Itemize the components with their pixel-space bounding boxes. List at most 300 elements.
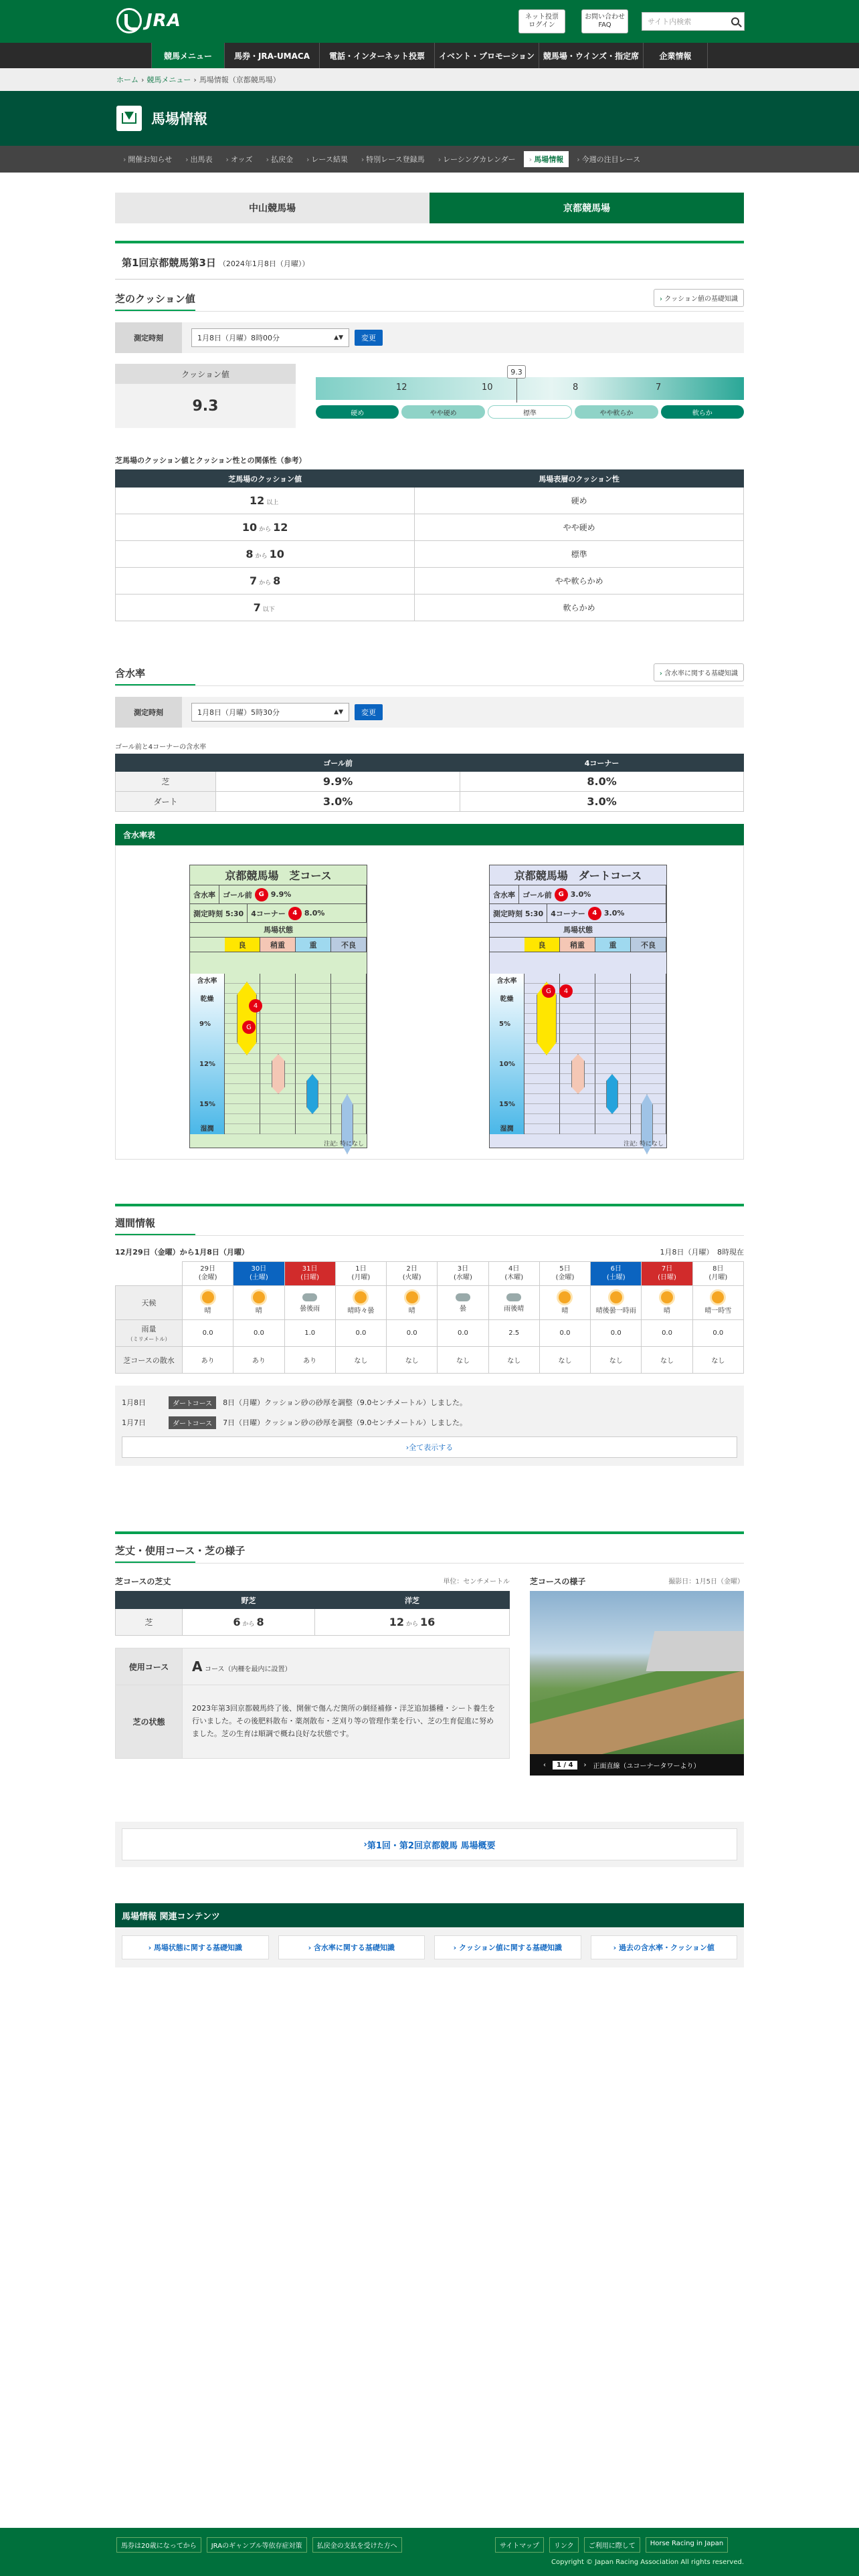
subnav-item[interactable]: › 馬場情報 [524, 151, 569, 167]
cushion-section [115, 288, 744, 621]
cushion-value-box [115, 364, 296, 428]
weather-text: 曇 [459, 1305, 466, 1313]
btn-line: ネット投票 [525, 13, 559, 21]
weather [387, 1286, 437, 1319]
range-a: 7 [249, 574, 258, 587]
gauge-col: 稍重 [260, 938, 296, 952]
subnav-item[interactable]: › 出馬表 [180, 151, 217, 167]
note-text: 8日（月曜）クッション砂の砂厚を調整（9.0センチメートル）しました。 [223, 1398, 467, 1407]
row-label: 芝 [116, 772, 216, 792]
rain-cell: 0.0 [335, 1320, 386, 1347]
footer-link[interactable]: 払戻金の支払を受けた方へ [312, 2537, 402, 2553]
day-header [233, 1262, 284, 1286]
water-cell: なし [591, 1347, 642, 1374]
weather-cell [387, 1286, 438, 1320]
day-date: 30日 [251, 1265, 267, 1273]
cushion-range [116, 568, 415, 595]
time-label: 測定時刻 [115, 697, 182, 728]
gauge-col: 良 [225, 938, 260, 952]
course-label: 使用コース [116, 1648, 183, 1685]
day-header [539, 1262, 590, 1286]
table-row [116, 595, 744, 621]
weather-text: 晴 [408, 1307, 415, 1315]
gauge-note: 注記: 特になし [324, 1141, 364, 1148]
goal-value: 9.9% [270, 890, 292, 899]
range-b: 12 [273, 521, 288, 534]
turf-icon [116, 106, 142, 131]
jra-logo[interactable] [116, 8, 181, 33]
range-b: 10 [269, 548, 284, 560]
day-header [692, 1262, 743, 1286]
turf-length-title: 芝コースの芝丈 [115, 1577, 171, 1586]
photo-title: 芝コースの様子 [530, 1577, 586, 1586]
outline-link[interactable]: › 第1回・第2回京都競馬 馬場概要 [122, 1828, 737, 1860]
goal-cell [519, 885, 666, 903]
corner-marker-icon: 4 [288, 907, 302, 920]
state-shape [606, 1074, 618, 1114]
table-row [116, 541, 744, 568]
axis-dry: 乾燥 [200, 996, 214, 1003]
moisture-change-button[interactable]: 変更 [355, 704, 383, 720]
water-cell: なし [642, 1347, 692, 1374]
range-a: 7 [253, 601, 261, 614]
range-a: 8 [246, 548, 254, 560]
day-week: (土曜) [606, 1273, 626, 1281]
gauge-col: 重 [595, 938, 631, 952]
weather [233, 1286, 284, 1319]
day-week: (火曜) [402, 1273, 421, 1281]
water-cell: あり [284, 1347, 335, 1374]
related-link[interactable]: › 含水率に関する基礎知識 [278, 1935, 425, 1959]
corner-value: 3.0% [460, 792, 744, 812]
cushion-range [116, 595, 415, 621]
sun-icon [202, 1291, 214, 1303]
sun-icon [610, 1291, 622, 1303]
cloud-icon [506, 1293, 521, 1301]
row-label-water: 芝コースの散水 [116, 1347, 183, 1374]
state-text: 2023年第3回京都競馬終了後、開催で傷んだ箇所の網経補修・洋芝追加播種・シート養生を行いました。その後肥料散布・薬剤散布・芝刈り等の管理作業を行い、芝の生育促進に努めました。芝の生育は順調で概ね良好な状態です。 [183, 1685, 510, 1759]
gauge-row [490, 885, 666, 904]
cushion-relation-table [115, 469, 744, 621]
goal-label: ゴール前 [223, 890, 252, 899]
day-week: (日曜) [300, 1273, 320, 1281]
corner-label: 4コーナー [251, 909, 286, 918]
weather-text: 晴 [255, 1307, 262, 1315]
related-link[interactable]: › 馬場状態に関する基礎知識 [122, 1935, 269, 1959]
turf-title: 芝丈・使用コース・芝の様子 [115, 1539, 245, 1563]
note-text: 7日（日曜）クッション砂の砂厚を調整（9.0センチメートル）しました。 [223, 1418, 467, 1427]
corner-pin-icon: 4 [249, 999, 262, 1012]
moisture-caption: ゴール前と4コーナーの含水率 [115, 744, 207, 751]
weather-cell [284, 1286, 335, 1320]
weather [183, 1286, 233, 1319]
crumb-home[interactable]: ホーム [116, 76, 138, 84]
range-unit: から [259, 526, 272, 533]
day-week: (金曜) [555, 1273, 575, 1281]
gauge-label: 含水率 [490, 885, 519, 903]
th: ゴール前 [216, 754, 460, 772]
day-week: (月曜) [708, 1273, 728, 1281]
axis-tick: 9% [199, 1021, 211, 1028]
gauge-col: 不良 [631, 938, 666, 952]
footer-link[interactable]: JRAのギャンブル等依存症対策 [207, 2537, 307, 2553]
weekly-notes [115, 1386, 744, 1466]
crumb-current: 馬場情報（京都競馬場） [199, 76, 280, 84]
scale-label: やや硬め [401, 405, 484, 419]
cushion-time-row [115, 322, 744, 353]
gauge-body [490, 974, 666, 1134]
cushion-quality: 標準 [415, 541, 744, 568]
subnav-item[interactable]: › 払戻金 [261, 151, 298, 167]
dirt-moisture-gauge [489, 865, 667, 1148]
cushion-scale [316, 364, 744, 428]
corner-cell [248, 904, 367, 922]
corner-cell [547, 904, 666, 922]
weather-text: 晴 [561, 1307, 569, 1315]
sun-icon [661, 1291, 673, 1303]
axis-wet: 湿潤 [500, 1125, 514, 1133]
tab-kyoto[interactable]: 京都競馬場 [430, 193, 744, 223]
weather [285, 1286, 335, 1319]
gauge-grid [225, 974, 367, 1134]
rain-cell: 0.0 [539, 1320, 590, 1347]
water-cell: なし [488, 1347, 539, 1374]
cloud-icon [302, 1293, 317, 1301]
sun-icon [355, 1291, 367, 1303]
gauge-cols [190, 938, 367, 952]
rain-cell: 0.0 [183, 1320, 233, 1347]
related-link[interactable]: › 過去の含水率・クッション値 [591, 1935, 738, 1959]
water-cell: あり [233, 1347, 284, 1374]
nav-item[interactable]: 競馬場・ウインズ・指定席 [539, 43, 644, 68]
axis-tick: 15% [199, 1101, 215, 1108]
day-date: 7日 [661, 1265, 673, 1273]
outline-box [115, 1822, 744, 1867]
crumb-menu[interactable]: 競馬メニュー [147, 76, 191, 84]
corner-value: 3.0% [603, 909, 625, 918]
day-week: (日曜) [658, 1273, 676, 1281]
weekly-section [115, 1204, 744, 1466]
day-week: (金曜) [198, 1273, 217, 1281]
corner-pin-icon: 4 [559, 984, 573, 998]
day-header [642, 1262, 692, 1286]
weather-cell [233, 1286, 284, 1320]
day-header [335, 1262, 386, 1286]
site-search[interactable] [642, 12, 745, 31]
table-row [116, 568, 744, 595]
water-cell: なし [539, 1347, 590, 1374]
chevron-down-icon: ▲▼ [334, 709, 343, 716]
th: 洋芝 [314, 1592, 509, 1609]
state-shape [571, 1054, 585, 1094]
moisture-title: 含水率 [115, 662, 145, 685]
gauge-row [490, 904, 666, 923]
cushion-time-select[interactable]: 1月8日（月曜）8時00分 ▲▼ [191, 328, 349, 347]
state-shape [237, 982, 257, 1055]
youshiba-length: 12 から 16 [314, 1609, 509, 1636]
btn-line: ログイン [529, 21, 555, 29]
show-all-button[interactable]: › 全て表示する [122, 1436, 737, 1458]
table-row [116, 514, 744, 541]
goal-label: ゴール前 [522, 890, 552, 899]
turf-section [115, 1531, 744, 1776]
sun-icon [406, 1291, 418, 1303]
logo-text: JRA [146, 11, 181, 31]
cushion-basic-link[interactable]: › クッション値の基礎知識 [654, 289, 744, 307]
sub-nav [0, 146, 859, 173]
weather-text: 晴後曇一時雨 [595, 1307, 636, 1315]
meeting-title: 第1回京都競馬第3日 （2024年1月8日（月曜）） [122, 257, 310, 269]
global-nav [0, 43, 859, 68]
search-input[interactable]: サイト内検索 [648, 17, 692, 26]
axis-tick: 5% [499, 1021, 510, 1028]
turf-moisture-gauge [189, 865, 367, 1148]
cushion-range [116, 514, 415, 541]
range-a: 12 [250, 494, 265, 507]
course-value: A コース（内柵を最内に設置） [183, 1648, 510, 1685]
unit-note: 単位：センチメートル [443, 1578, 510, 1586]
rain-cell: 0.0 [642, 1320, 692, 1347]
axis-wet: 湿潤 [200, 1125, 214, 1133]
rain-cell: 0.0 [692, 1320, 743, 1347]
net-vote-login-button[interactable] [518, 9, 565, 33]
day-week: (木曜) [504, 1273, 524, 1281]
turf-info-table [115, 1648, 510, 1759]
nav-item[interactable]: 競馬メニュー [151, 43, 225, 68]
corner-value: 8.0% [460, 772, 744, 792]
day-date: 6日 [610, 1265, 622, 1273]
btn-line: FAQ [598, 21, 611, 29]
weather-text: 晴一時雪 [704, 1307, 732, 1315]
relation-title: 芝馬場のクッション値とクッション性との関係性（参考） [115, 456, 306, 465]
subnav-item[interactable]: › 特別レース登録馬 [356, 151, 430, 167]
moisture-time-row [115, 697, 744, 728]
turf-photo [530, 1591, 744, 1754]
turf-length-table [115, 1591, 510, 1636]
weekly-as-of: 1月8日（月曜） 8時現在 [660, 1248, 744, 1257]
faq-button[interactable] [581, 9, 628, 33]
cushion-quality: 軟らかめ [415, 595, 744, 621]
day-date: 2日 [406, 1265, 417, 1273]
weather [438, 1286, 488, 1319]
goal-value: 3.0% [570, 890, 591, 899]
cushion-value-label: クッション値 [115, 364, 296, 384]
weather [540, 1286, 590, 1319]
scale-num: 10 [482, 383, 493, 393]
page-title: 馬場情報 [151, 111, 207, 127]
nav-item[interactable]: 企業情報 [644, 43, 708, 68]
cushion-range [116, 488, 415, 514]
gauge-label: 含水率 [190, 885, 219, 903]
goal-marker-icon: G [555, 888, 568, 901]
title-band [0, 91, 859, 146]
footer-link[interactable]: リンク [549, 2537, 579, 2553]
breadcrumb: ホーム › 競馬メニュー › 馬場情報（京都競馬場） [0, 68, 859, 91]
turf-row-label: 芝 [116, 1609, 183, 1636]
state-shape [272, 1054, 285, 1094]
moisture-table [115, 754, 744, 812]
scale-label: 硬め [316, 405, 399, 419]
th: 芝馬場のクッション値 [116, 470, 415, 488]
footer-link[interactable]: 馬券は20歳になってから [116, 2537, 201, 2553]
weather-cell [642, 1286, 692, 1320]
table-row [116, 792, 744, 812]
weather-cell [438, 1286, 488, 1320]
row-label-weather: 天候 [116, 1286, 183, 1320]
cloud-icon [456, 1293, 470, 1301]
gauge-time: 測定時刻 5:30 [490, 904, 547, 922]
photo-caption [530, 1754, 744, 1776]
gauge-state-label: 馬場状態 [490, 923, 666, 938]
range-unit: 以上 [266, 500, 279, 506]
nav-item[interactable]: イベント・プロモーション [435, 43, 539, 68]
noshiba-length: 6 から 8 [183, 1609, 315, 1636]
goal-pin-icon: G [542, 984, 555, 998]
day-date: 31日 [302, 1265, 318, 1273]
day-date: 8日 [712, 1265, 724, 1273]
th: 馬場表層のクッション性 [415, 470, 744, 488]
cushion-change-button[interactable]: 変更 [355, 330, 383, 346]
scale-label: 軟らか [661, 405, 744, 419]
state-label: 芝の状態 [116, 1685, 183, 1759]
weather-cell [335, 1286, 386, 1320]
water-cell: なし [692, 1347, 743, 1374]
weather [642, 1286, 692, 1319]
cushion-quality: 硬め [415, 488, 744, 514]
range-a: 10 [242, 521, 258, 534]
day-header [183, 1262, 233, 1286]
moisture-time-select[interactable]: 1月8日（月曜）5時30分 ▲▼ [191, 703, 349, 722]
jra-logo-icon [116, 8, 142, 33]
note-badge: ダートコース [169, 1396, 216, 1409]
rain-cell: 0.0 [438, 1320, 488, 1347]
corner-value: 8.0% [304, 909, 325, 918]
tab-nakayama[interactable]: 中山競馬場 [115, 193, 430, 223]
sun-icon [559, 1291, 571, 1303]
range-unit: から [255, 553, 268, 560]
header [0, 0, 859, 43]
cushion-quality: やや軟らかめ [415, 568, 744, 595]
meeting-date: （2024年1月8日（月曜）） [218, 259, 310, 268]
axis-tick: 12% [199, 1061, 215, 1068]
axis-dry: 乾燥 [500, 996, 514, 1003]
table-row [116, 488, 744, 514]
gauge-band: 含水率表 [115, 824, 744, 845]
footer-link[interactable]: ご利用に際して [584, 2537, 640, 2553]
scale-num: 8 [573, 383, 579, 393]
subnav-item[interactable]: › 今週の注目レース [571, 151, 646, 167]
gauge-title: 京都競馬場 ダートコース [490, 865, 666, 885]
gauge-body [190, 974, 367, 1134]
range-b: 8 [273, 574, 281, 587]
weather-cell [539, 1286, 590, 1320]
weather-cell [591, 1286, 642, 1320]
day-header [387, 1262, 438, 1286]
day-header [284, 1262, 335, 1286]
moisture-basic-link[interactable]: › 含水率に関する基礎知識 [654, 663, 744, 681]
gauge-row [190, 885, 367, 904]
day-date: 1日 [355, 1265, 367, 1273]
weather-text: 雨後晴 [504, 1305, 524, 1313]
footer-link[interactable]: サイトマップ [495, 2537, 544, 2553]
day-header [591, 1262, 642, 1286]
meeting-header [115, 241, 744, 280]
water-cell: なし [335, 1347, 386, 1374]
gauge-grid [524, 974, 666, 1134]
cushion-range [116, 541, 415, 568]
nav-item[interactable]: 馬券・JRA-UMACA [225, 43, 320, 68]
axis-tick: 10% [499, 1061, 515, 1068]
related-section [115, 1903, 744, 1967]
day-date: 3日 [457, 1265, 469, 1273]
day-date: 4日 [508, 1265, 520, 1273]
corner-label: 4コーナー [551, 909, 585, 918]
axis-tick: 15% [499, 1101, 515, 1108]
note-row [122, 1392, 737, 1412]
goal-pin-icon: G [242, 1021, 256, 1034]
subnav-item[interactable]: › レース結果 [301, 151, 353, 167]
scale-num: 12 [396, 383, 407, 393]
rain-cell: 0.0 [233, 1320, 284, 1347]
related-link[interactable]: › クッション値に関する基礎知識 [434, 1935, 581, 1959]
goal-value: 9.9% [216, 772, 460, 792]
photo-cap-text: 正面直線（ユコーナータワーより） [593, 1762, 700, 1770]
weather-cell [692, 1286, 743, 1320]
weather [489, 1286, 539, 1319]
next-icon[interactable]: › [583, 1761, 587, 1769]
th: 4コーナー [460, 754, 744, 772]
cushion-title: 芝のクッション値 [115, 288, 195, 311]
prev-icon[interactable]: ‹ [543, 1761, 546, 1769]
rain-cell: 2.5 [488, 1320, 539, 1347]
footer-link[interactable]: Horse Racing in Japan [646, 2537, 728, 2553]
subnav-item[interactable]: › 開催お知らせ [118, 151, 177, 167]
range-unit: から [259, 580, 272, 586]
weekly-table [115, 1261, 744, 1374]
day-header [438, 1262, 488, 1286]
search-icon[interactable] [727, 13, 744, 30]
moisture-gauges [115, 845, 744, 1160]
rain-cell: 0.0 [591, 1320, 642, 1347]
racecourse-tabs [115, 193, 744, 223]
btn-line: お問い合わせ [585, 13, 625, 21]
row-label-rain: 雨量 （ミリメートル） [116, 1320, 183, 1347]
note-row [122, 1412, 737, 1432]
time-label: 測定時刻 [115, 322, 182, 353]
subnav-item[interactable]: › オッズ [220, 151, 258, 167]
water-cell: なし [438, 1347, 488, 1374]
rain-cell: 1.0 [284, 1320, 335, 1347]
goal-marker-icon: G [255, 888, 268, 901]
subnav-item[interactable]: › レーシングカレンダー [433, 151, 521, 167]
weather-text: 晴時々曇 [347, 1307, 375, 1315]
note-date: 1月8日 [122, 1398, 146, 1407]
sun-icon [253, 1291, 265, 1303]
weather-text: 晴 [664, 1307, 671, 1315]
day-week: (水曜) [454, 1273, 472, 1281]
scale-label: やや軟らか [575, 405, 658, 419]
nav-item[interactable]: 電話・インターネット投票 [320, 43, 435, 68]
cushion-value: 9.3 [192, 397, 219, 415]
weather-cell [488, 1286, 539, 1320]
weekly-range: 12月29日（金曜）から1月8日（月曜） [115, 1248, 249, 1257]
th: 野芝 [183, 1592, 315, 1609]
footer [0, 2528, 859, 2576]
scale-bar [316, 377, 744, 400]
related-title: 馬場情報 関連コンテンツ [115, 1903, 744, 1927]
sun-icon [712, 1291, 724, 1303]
day-header [488, 1262, 539, 1286]
